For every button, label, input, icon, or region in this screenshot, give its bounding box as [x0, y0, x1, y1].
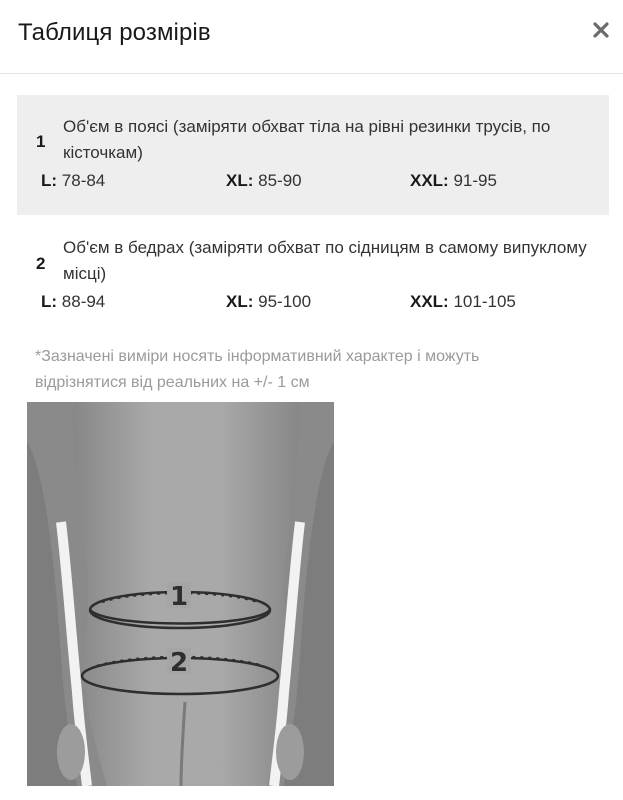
size-label: XL: — [226, 171, 254, 190]
size-label: XXL: — [410, 171, 449, 190]
size-label: XXL: — [410, 292, 449, 311]
body-measurement-figure — [27, 402, 334, 786]
size-value: 78-84 — [61, 171, 106, 190]
size-value: 88-94 — [61, 292, 106, 311]
modal-title: Таблиця розмірів — [18, 19, 211, 46]
modal-header — [0, 0, 623, 74]
row-number: 1 — [36, 132, 46, 151]
size-value: 91-95 — [453, 171, 497, 190]
size-xl — [226, 292, 311, 312]
size-xxl — [410, 292, 516, 312]
marker-1: 1 — [169, 582, 189, 612]
body-silhouette-illustration — [27, 402, 334, 786]
size-xxl — [410, 171, 497, 191]
size-row-hips — [17, 226, 609, 326]
row-number: 2 — [36, 254, 46, 273]
size-value: 85-90 — [258, 171, 302, 190]
size-label: L: — [41, 171, 58, 190]
row-description: Об'єм в поясі (заміряти обхват тіла на рівні резинки трусів, по кісточкам) — [63, 117, 551, 162]
left-hand — [57, 724, 85, 780]
right-hand — [276, 724, 304, 780]
size-label: XL: — [226, 292, 254, 311]
size-l — [41, 292, 105, 312]
marker-2: 2 — [169, 648, 189, 678]
size-value: 101-105 — [453, 292, 516, 311]
size-row-waist — [17, 95, 609, 215]
size-xl — [226, 171, 302, 191]
size-l — [41, 171, 105, 191]
close-icon[interactable] — [589, 18, 613, 42]
close-icon-glyph — [589, 18, 613, 42]
size-label: L: — [41, 292, 58, 311]
row-description: Об'єм в бедрах (заміряти обхват по сідницям в самому випуклому місці) — [63, 238, 587, 283]
measurement-note: *Зазначені виміри носять інформативний характер і можуть відрізнятися від реальних на +/- 1 см — [35, 348, 480, 391]
size-value: 95-100 — [258, 292, 312, 311]
